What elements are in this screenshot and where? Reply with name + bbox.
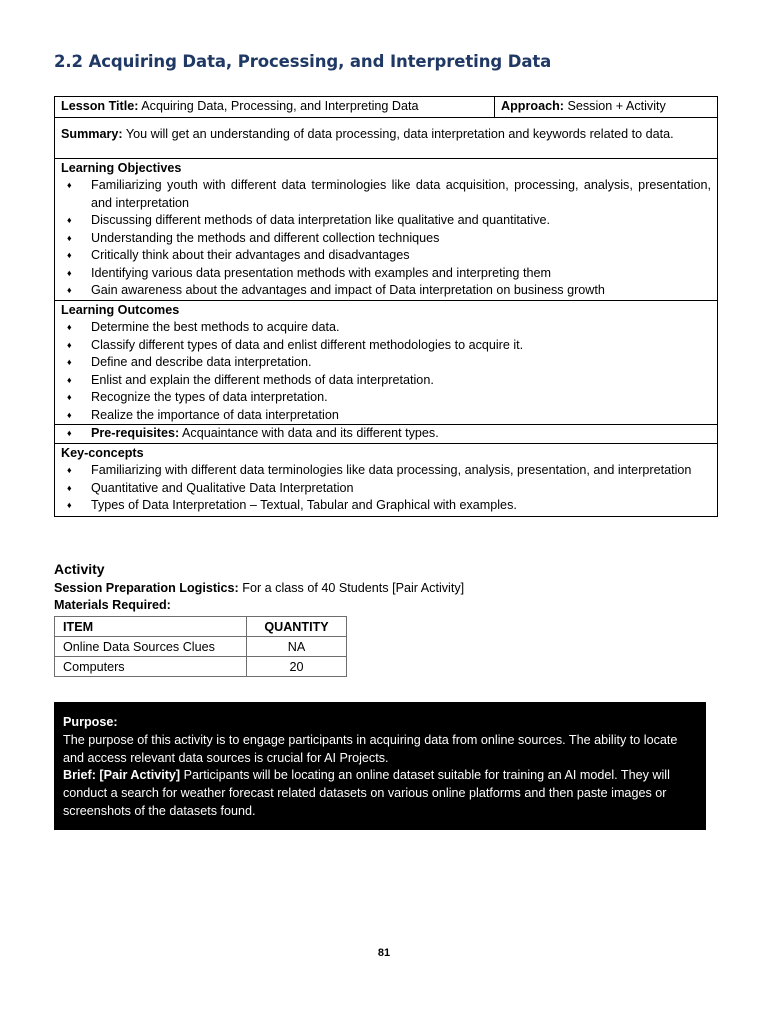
list-item: ♦ Classify different types of data and enlist different methodologies to acquire it.	[61, 337, 711, 355]
prereq-cell	[55, 425, 718, 444]
purpose-text: The purpose of this activity is to engage participants in acquiring data from online sources. The ability to locate and access relevant data sources is crucial for AI Projects.	[63, 732, 678, 765]
lesson-plan-table	[54, 96, 718, 517]
list-item: ♦ Familiarizing youth with different data terminologies like data acquisition, processing, analysis, presentation, and interpretation	[61, 177, 711, 212]
objectives-list	[61, 177, 711, 300]
item-cell: Computers	[55, 657, 247, 677]
list-item: ♦ Recognize the types of data interpretation.	[61, 389, 711, 407]
list-item: ♦ Quantitative and Qualitative Data Interpretation	[61, 480, 711, 498]
prereq-label: Pre-requisites:	[91, 426, 180, 440]
list-item: ♦ Familiarizing with different data terminologies like data processing, analysis, presentation, and interpretation	[61, 462, 711, 480]
outcomes-cell	[55, 300, 718, 425]
page-number: 81	[377, 947, 391, 959]
outcomes-list	[61, 319, 711, 424]
header-item: ITEM	[55, 617, 247, 637]
prereq-item	[61, 425, 711, 443]
brief-label: Brief: [Pair Activity]	[63, 768, 181, 783]
outcomes-row	[55, 300, 718, 425]
lesson-title-value: Acquiring Data, Processing, and Interpreting Data	[138, 99, 419, 113]
quantity-cell: 20	[247, 657, 347, 677]
table-row	[55, 657, 347, 677]
key-concepts-title: Key-concepts	[61, 445, 144, 460]
activity-section	[54, 561, 464, 615]
quantity-cell: NA	[247, 637, 347, 657]
objectives-row	[55, 158, 718, 300]
section-heading: 2.2 Acquiring Data, Processing, and Interpreting Data	[54, 52, 552, 71]
prereq-row	[55, 425, 718, 444]
approach-label: Approach:	[501, 99, 564, 113]
list-item: ♦ Realize the importance of data interpretation	[61, 407, 711, 425]
list-item: ♦ Define and describe data interpretation.	[61, 354, 711, 372]
logistics-label: Session Preparation Logistics:	[54, 580, 239, 595]
table-header-row	[55, 617, 347, 637]
lesson-title-cell	[55, 97, 495, 118]
objectives-title: Learning Objectives	[61, 160, 182, 175]
approach-value: Session + Activity	[563, 99, 666, 113]
table-row	[55, 637, 347, 657]
activity-title: Activity	[54, 561, 105, 577]
list-item: ♦ Discussing different methods of data interpretation like qualitative and quantitative.	[61, 212, 711, 230]
lesson-title-label: Lesson Title:	[61, 99, 139, 113]
logistics-line	[54, 580, 464, 598]
objectives-cell	[55, 158, 718, 300]
summary-value: You will get an understanding of data processing, data interpretation and keywords related to data.	[122, 126, 674, 141]
list-item: ♦ Enlist and explain the different methods of data interpretation.	[61, 372, 711, 390]
materials-table	[54, 616, 347, 677]
summary-row	[55, 117, 718, 158]
brief-text: Participants will be locating an online dataset suitable for training an AI model. They will conduct a search for weather forecast related datasets on various online platforms and then paste images or screenshots of the datasets found.	[63, 768, 670, 818]
key-concepts-list	[61, 462, 711, 515]
approach-cell	[495, 97, 718, 118]
list-item: ♦ Identifying various data presentation methods with examples and interpreting them	[61, 265, 711, 283]
outcomes-title: Learning Outcomes	[61, 302, 180, 317]
item-cell: Online Data Sources Clues	[55, 637, 247, 657]
lesson-title-row	[55, 97, 718, 118]
list-item: ♦ Gain awareness about the advantages and impact of Data interpretation on business growth	[61, 282, 711, 300]
logistics-value: For a class of 40 Students [Pair Activity]	[238, 580, 465, 595]
list-item: ♦ Types of Data Interpretation – Textual, Tabular and Graphical with examples.	[61, 497, 711, 515]
purpose-label: Purpose:	[63, 715, 118, 729]
header-quantity: QUANTITY	[247, 617, 347, 637]
key-concepts-cell	[55, 443, 718, 516]
list-item: ♦ Critically think about their advantages and disadvantages	[61, 247, 711, 265]
prereq-value: Acquaintance with data and its different types.	[179, 426, 439, 440]
materials-label: Materials Required:	[54, 598, 171, 612]
list-item: ♦ Determine the best methods to acquire data.	[61, 319, 711, 337]
summary-label: Summary:	[61, 126, 123, 141]
purpose-box	[54, 702, 706, 830]
key-concepts-row	[55, 443, 718, 516]
summary-cell	[55, 117, 718, 158]
brief-paragraph	[63, 767, 697, 820]
list-item: ♦ Understanding the methods and different collection techniques	[61, 230, 711, 248]
